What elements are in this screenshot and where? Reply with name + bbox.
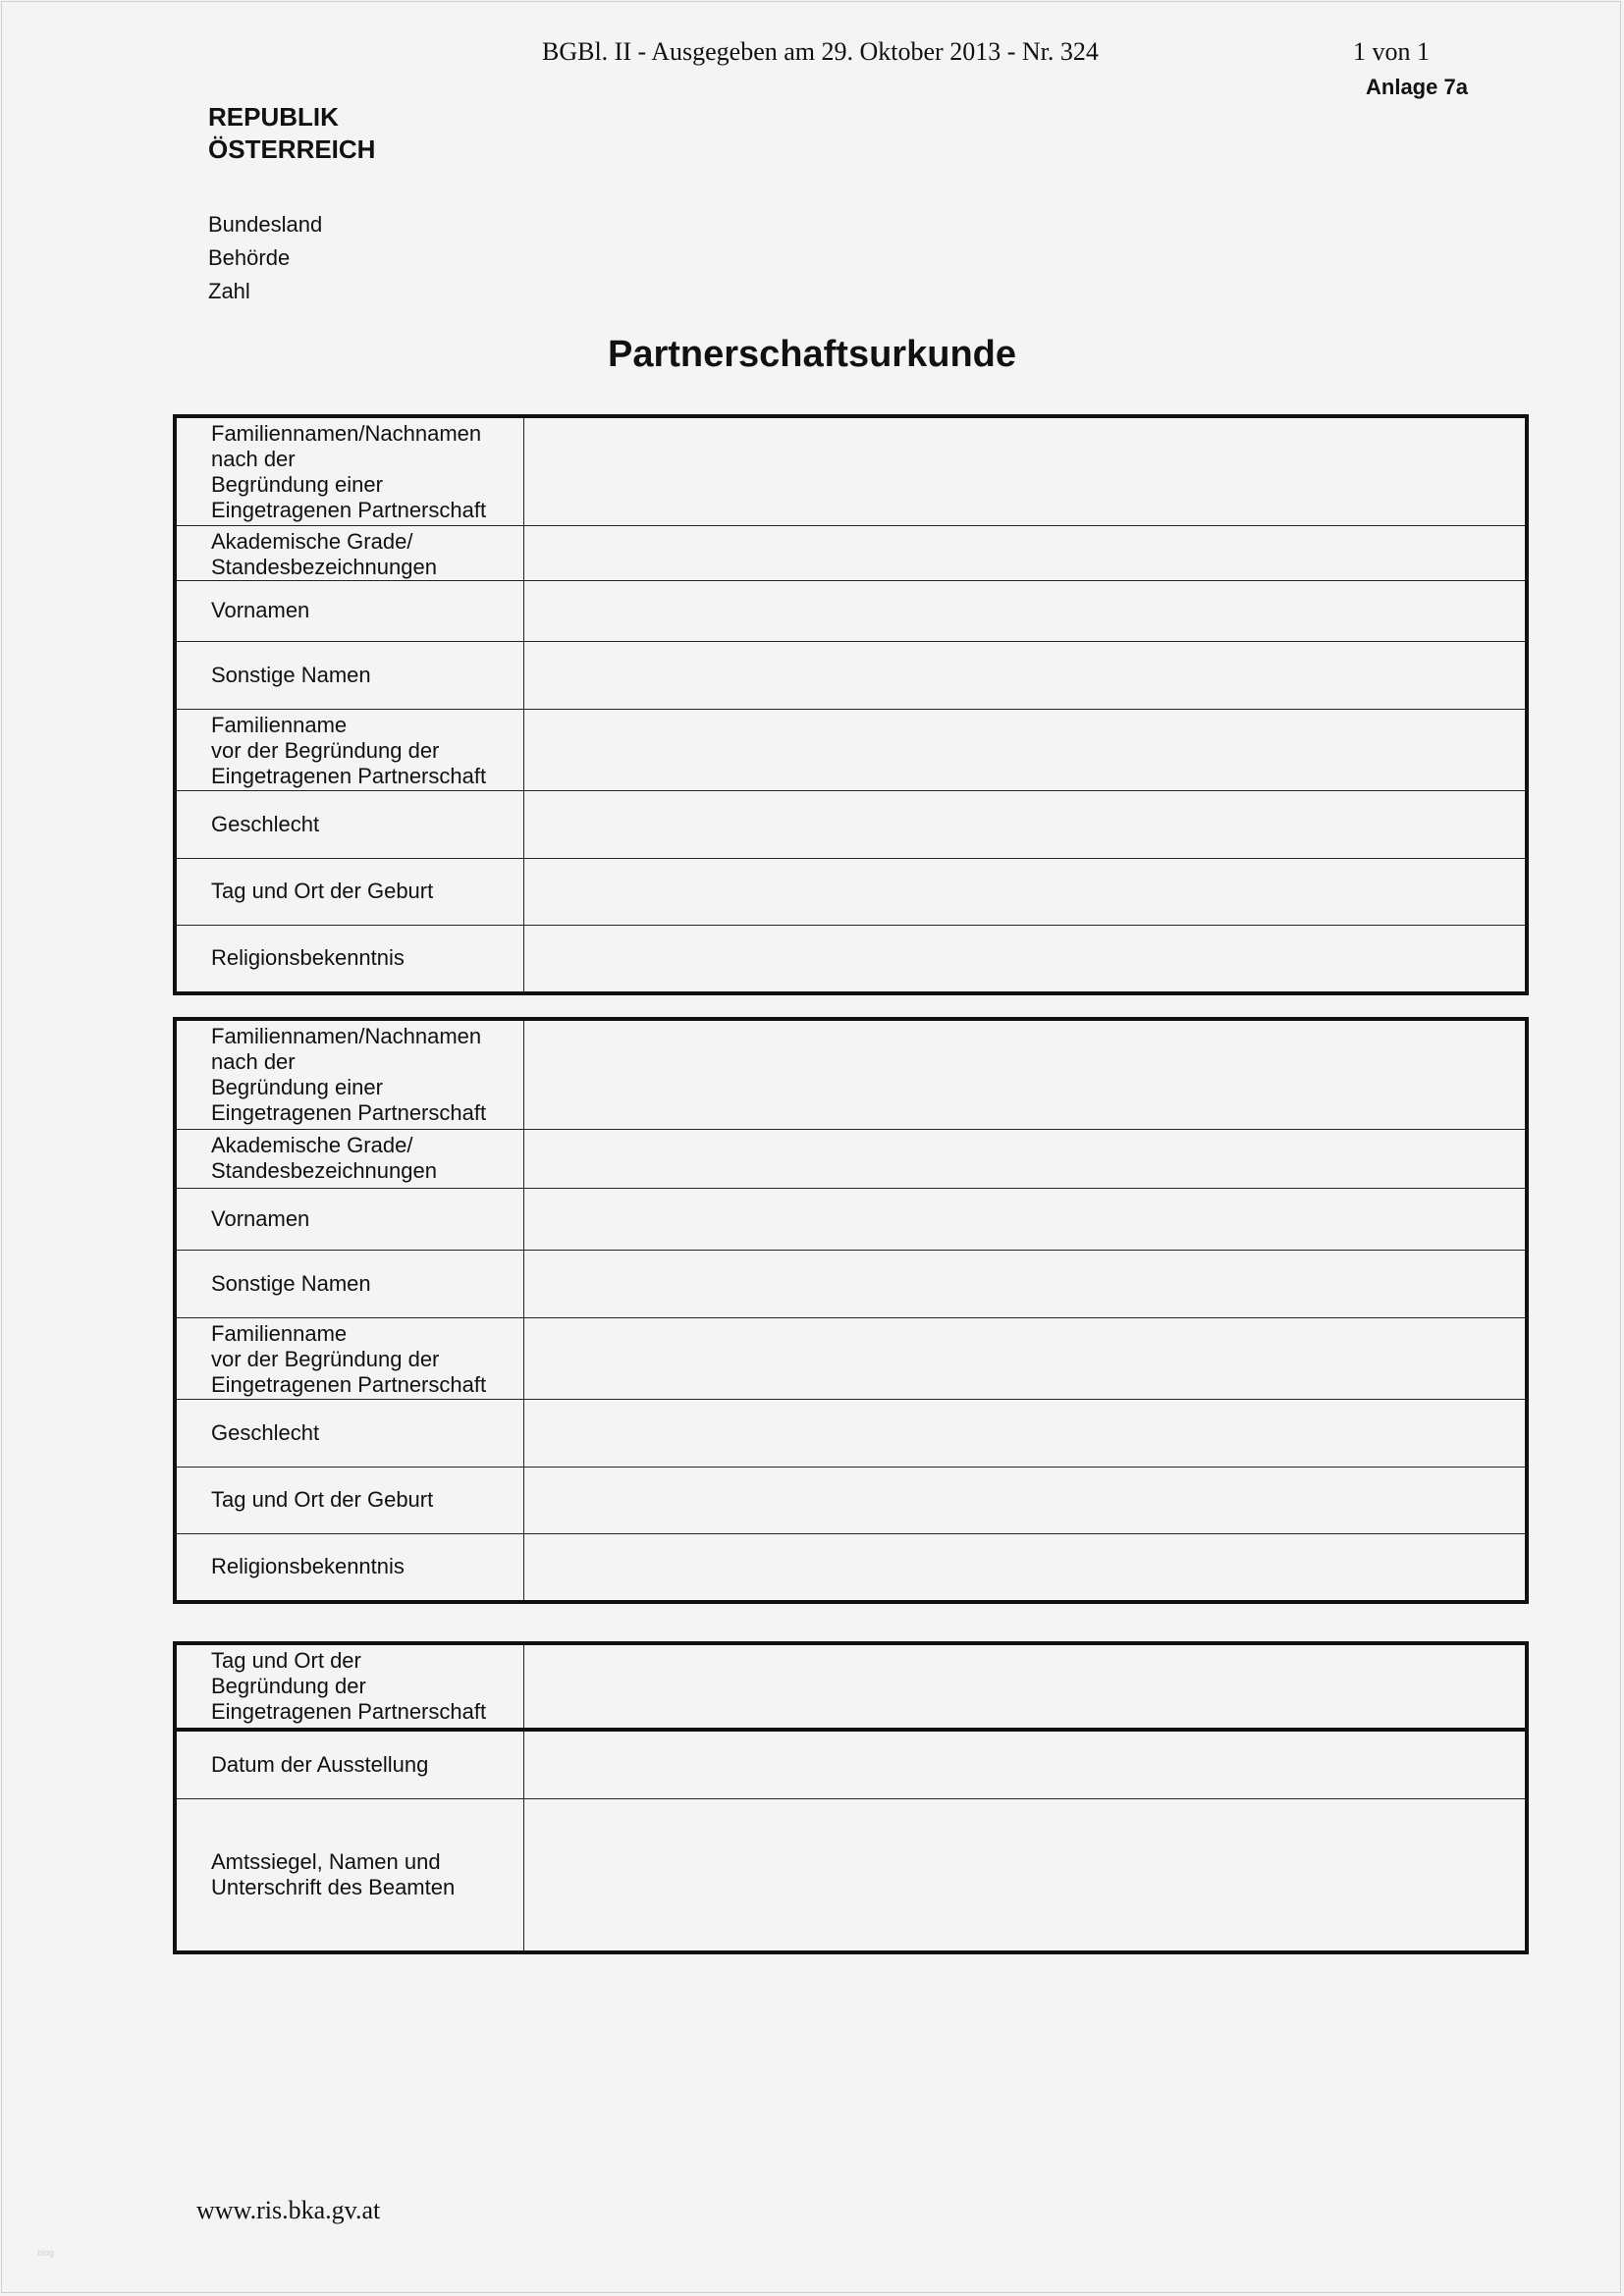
row-label: Tag und Ort der Begründung der Eingetragenen Partnerschaft — [175, 1643, 523, 1730]
table-row — [175, 1129, 1527, 1188]
row-label: Sonstige Namen — [175, 641, 523, 709]
partner-2-table — [173, 1017, 1529, 1604]
row-label: Vornamen — [175, 1188, 523, 1250]
row-label: Akademische Grade/ Standesbezeichnungen — [175, 525, 523, 580]
value-field[interactable] — [523, 1798, 1527, 1952]
row-label: Geschlecht — [175, 1399, 523, 1467]
partner-1-table — [173, 414, 1529, 995]
value-field[interactable] — [523, 858, 1527, 925]
value-field[interactable] — [523, 1019, 1527, 1129]
value-field[interactable] — [523, 1317, 1527, 1399]
behoerde-label: Behörde — [208, 245, 291, 270]
row-label: Religionsbekenntnis — [175, 1533, 523, 1602]
row-label: Vornamen — [175, 580, 523, 641]
value-field[interactable] — [523, 1399, 1527, 1467]
value-field[interactable] — [523, 1250, 1527, 1317]
row-label: Familienname vor der Begründung der Eingetragenen Partnerschaft — [175, 1317, 523, 1399]
footer-url: www.ris.bka.gv.at — [196, 2196, 381, 2224]
table-row — [175, 709, 1527, 790]
value-field[interactable] — [523, 580, 1527, 641]
value-field[interactable] — [523, 1129, 1527, 1188]
annex-label: Anlage 7a — [1366, 75, 1468, 99]
table-row — [175, 1643, 1527, 1730]
row-label: Tag und Ort der Geburt — [175, 1467, 523, 1533]
row-label: Tag und Ort der Geburt — [175, 858, 523, 925]
value-field[interactable] — [523, 641, 1527, 709]
table-row — [175, 1188, 1527, 1250]
bundesland-label: Bundesland — [208, 212, 323, 237]
value-field[interactable] — [523, 1730, 1527, 1798]
table-row — [175, 525, 1527, 580]
watermark: blog — [37, 2248, 55, 2258]
page-number: 1 von 1 — [1353, 37, 1430, 66]
row-label: Amtssiegel, Namen und Unterschrift des Beamten — [175, 1798, 523, 1952]
row-label: Geschlecht — [175, 790, 523, 858]
table-row — [175, 858, 1527, 925]
table-row — [175, 1533, 1527, 1602]
value-field[interactable] — [523, 416, 1527, 525]
row-label: Datum der Ausstellung — [175, 1730, 523, 1798]
row-label: Familiennamen/Nachnamen nach der Begründung einer Eingetragenen Partnerschaft — [175, 1019, 523, 1129]
row-label: Religionsbekenntnis — [175, 925, 523, 993]
value-field[interactable] — [523, 925, 1527, 993]
value-field[interactable] — [523, 525, 1527, 580]
republic-heading: REPUBLIK ÖSTERREICH — [208, 102, 376, 164]
gazette-header: BGBl. II - Ausgegeben am 29. Oktober 2013 - Nr. 324 — [542, 37, 1099, 66]
value-field[interactable] — [523, 709, 1527, 790]
table-row — [175, 925, 1527, 993]
table-row — [175, 580, 1527, 641]
value-field[interactable] — [523, 1643, 1527, 1730]
value-field[interactable] — [523, 1533, 1527, 1602]
row-label: Sonstige Namen — [175, 1250, 523, 1317]
table-row — [175, 1019, 1527, 1129]
table-row — [175, 416, 1527, 525]
table-row — [175, 790, 1527, 858]
table-row — [175, 1798, 1527, 1952]
document-title: Partnerschaftsurkunde — [607, 334, 1016, 375]
row-label: Familienname vor der Begründung der Eingetragenen Partnerschaft — [175, 709, 523, 790]
zahl-label: Zahl — [208, 279, 250, 303]
row-label: Akademische Grade/ Standesbezeichnungen — [175, 1129, 523, 1188]
table-row — [175, 1250, 1527, 1317]
table-row — [175, 1317, 1527, 1399]
table-row — [175, 1399, 1527, 1467]
value-field[interactable] — [523, 1467, 1527, 1533]
table-row — [175, 1730, 1527, 1798]
row-label: Familiennamen/Nachnamen nach der Begründung einer Eingetragenen Partnerschaft — [175, 416, 523, 525]
table-row — [175, 641, 1527, 709]
registration-table — [173, 1641, 1529, 1954]
table-row — [175, 1467, 1527, 1533]
value-field[interactable] — [523, 790, 1527, 858]
value-field[interactable] — [523, 1188, 1527, 1250]
